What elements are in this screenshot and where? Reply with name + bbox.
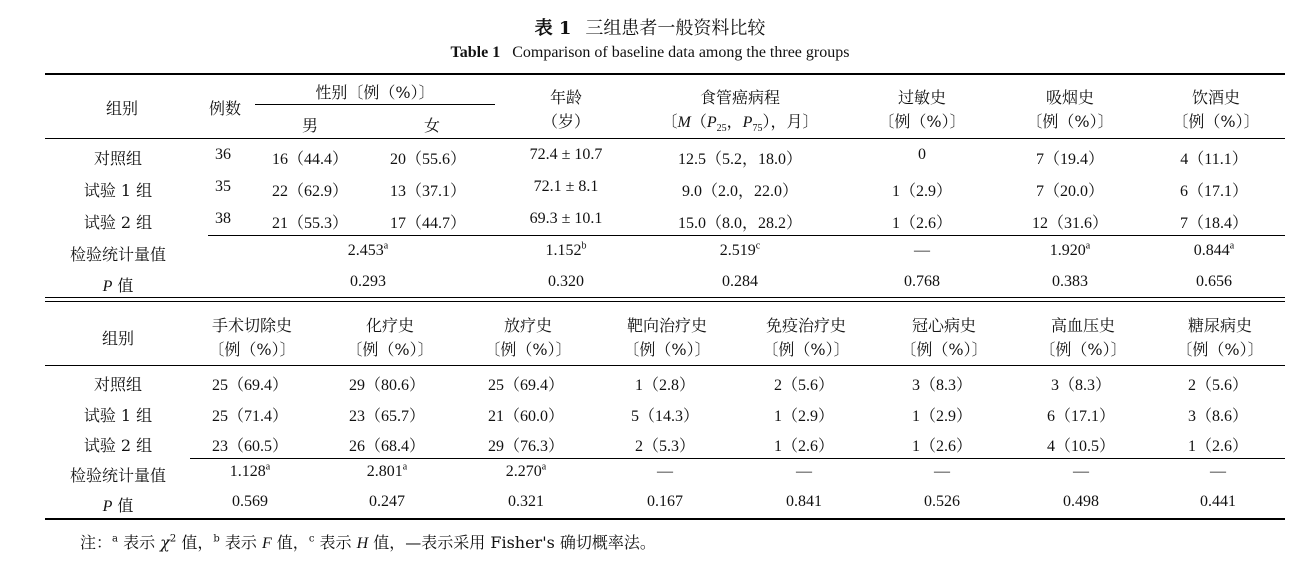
header-hypertension: 高血压史 <box>1050 316 1116 335</box>
header-drink-unit: 〔例（%）〕 <box>1172 112 1260 131</box>
cell-age: 72.1 ± 8.1 <box>533 178 599 195</box>
cell-value: 1（2.6） <box>911 438 973 455</box>
cell-course: 15.0（8.0，28.2） <box>677 215 803 232</box>
header-chemo-unit: 〔例（%）〕 <box>346 340 434 359</box>
table1-header-rule <box>45 138 1285 139</box>
header-targeted-unit: 〔例（%）〕 <box>623 340 711 359</box>
cell-male: 22（62.9） <box>271 183 349 200</box>
table-caption-cn: 三组患者一般资料比较 <box>585 18 766 39</box>
header-allergy: 过敏史 <box>897 88 947 107</box>
stat-label: 检验统计量值 <box>69 245 167 264</box>
cell-female: 20（55.6） <box>389 151 467 168</box>
p-value: 0.441 <box>1200 493 1236 510</box>
p-label: P 值 <box>102 276 134 295</box>
cell-group: 试验 2 组 <box>83 213 153 232</box>
cell-value: 25（69.4） <box>211 377 289 394</box>
stat-sex: 2.453$^a$ <box>347 240 389 259</box>
cell-drink: 6（17.1） <box>1179 183 1249 200</box>
header-chd-unit: 〔例（%）〕 <box>900 340 988 359</box>
table-caption-en: Comparison of baseline data among the three groups <box>512 44 850 61</box>
cell-value: 21（60.0） <box>487 408 565 425</box>
p-allergy: 0.768 <box>904 273 940 290</box>
p-drink: 0.656 <box>1196 273 1232 290</box>
cell-value: 23（60.5） <box>211 438 289 455</box>
header-chd: 冠心病史 <box>911 316 977 335</box>
stat-radio: 2.270$^a$ <box>505 461 547 480</box>
cell-value: 2（5.6） <box>773 377 835 394</box>
header-surgery: 手术切除史 <box>211 316 293 335</box>
cell-age: 69.3 ± 10.1 <box>529 210 603 227</box>
p-value: 0.498 <box>1063 493 1099 510</box>
header-smoke-unit: 〔例（%）〕 <box>1026 112 1114 131</box>
cell-female: 17（44.7） <box>389 215 467 232</box>
header-age: 年龄 <box>549 88 583 107</box>
header-sex: 性别〔例（%）〕 <box>315 83 435 102</box>
stat-smoke: 1.920$^a$ <box>1049 240 1091 259</box>
cell-value: 23（65.7） <box>348 408 426 425</box>
stat-hypertension: — <box>1073 463 1089 480</box>
cell-drink: 7（18.4） <box>1179 215 1249 232</box>
p-age: 0.320 <box>548 273 584 290</box>
p-value: 0.321 <box>508 493 544 510</box>
cell-value: 1（2.6） <box>773 438 835 455</box>
header-count: 例数 <box>208 99 242 118</box>
table-divider-rule-2 <box>45 301 1285 302</box>
cell-group: 对照组 <box>93 375 143 394</box>
header-age-unit: （岁） <box>541 112 591 131</box>
table-number-en: Table 1 <box>450 44 501 61</box>
header-female: 女 <box>423 116 441 135</box>
header-immuno: 免疫治疗史 <box>765 316 847 335</box>
cell-drink: 4（11.1） <box>1180 151 1248 168</box>
cell-value: 3（8.3） <box>911 377 973 394</box>
sex-span-rule <box>255 104 495 105</box>
cell-smoke: 12（31.6） <box>1031 215 1109 232</box>
stat-targeted: — <box>657 463 673 480</box>
cell-value: 6（17.1） <box>1046 408 1116 425</box>
stat-age: 1.152$^b$ <box>545 240 587 259</box>
table-title-cn <box>0 14 1300 40</box>
stat-immuno: — <box>796 463 812 480</box>
cell-value: 3（8.6） <box>1187 408 1249 425</box>
cell-group: 试验 1 组 <box>83 181 153 200</box>
stat-label: 检验统计量值 <box>69 466 167 485</box>
cell-value: 2（5.3） <box>634 438 696 455</box>
p-value: 0.247 <box>369 493 405 510</box>
stat-diabetes: — <box>1210 463 1226 480</box>
p-value: 0.841 <box>786 493 822 510</box>
cell-value: 1（2.6） <box>1187 438 1249 455</box>
cell-age: 72.4 ± 10.7 <box>529 146 603 163</box>
cell-value: 1（2.9） <box>911 408 973 425</box>
table-title-en <box>0 44 1300 62</box>
p-course: 0.284 <box>722 273 758 290</box>
header-group: 组别 <box>101 329 135 348</box>
cell-allergy: 1（2.9） <box>891 183 953 200</box>
header-chemo: 化疗史 <box>365 316 415 335</box>
table-divider-rule-1 <box>45 297 1285 298</box>
table2-header-rule <box>45 365 1285 366</box>
stat-drink: 0.844$^a$ <box>1193 240 1235 259</box>
cell-value: 1（2.8） <box>634 377 696 394</box>
cell-value: 29（76.3） <box>487 438 565 455</box>
stat-chd: — <box>934 463 950 480</box>
header-hypertension-unit: 〔例（%）〕 <box>1039 340 1127 359</box>
cell-female: 13（37.1） <box>389 183 467 200</box>
p-value: 0.526 <box>924 493 960 510</box>
cell-male: 21（55.3） <box>271 215 349 232</box>
header-drink: 饮酒史 <box>1191 88 1241 107</box>
header-radio: 放疗史 <box>503 316 553 335</box>
stat-surgery: 1.128$^a$ <box>229 461 271 480</box>
cell-value: 3（8.3） <box>1050 377 1112 394</box>
table2-stat-rule <box>190 458 1285 459</box>
header-group: 组别 <box>105 99 139 118</box>
p-value: 0.167 <box>647 493 683 510</box>
header-smoke: 吸烟史 <box>1045 88 1095 107</box>
header-male: 男 <box>301 116 319 135</box>
cell-group: 试验 1 组 <box>83 406 153 425</box>
header-course-unit: 〔$M(P_{25}$，$P_{75}$），月〕 <box>661 114 819 135</box>
cell-male: 16（44.4） <box>271 151 349 168</box>
header-diabetes: 糖尿病史 <box>1187 316 1253 335</box>
cell-group: 试验 2 组 <box>83 436 153 455</box>
cell-smoke: 7（20.0） <box>1035 183 1105 200</box>
cell-value: 26（68.4） <box>348 438 426 455</box>
cell-course: 12.5（5.2，18.0） <box>677 151 803 168</box>
cell-value: 5（14.3） <box>630 408 700 425</box>
p-smoke: 0.383 <box>1052 273 1088 290</box>
cell-value: 2（5.6） <box>1187 377 1249 394</box>
table-number-cn: 表 1 <box>534 18 572 39</box>
table1-stat-rule <box>208 235 1285 236</box>
cell-smoke: 7（19.4） <box>1035 151 1105 168</box>
table1-top-rule <box>45 73 1285 75</box>
stat-allergy: — <box>914 242 930 259</box>
header-course: 食管癌病程 <box>699 88 781 107</box>
cell-count: 36 <box>215 146 231 163</box>
cell-value: 4（10.5） <box>1046 438 1116 455</box>
table-footnote: 注：$^a$ 表示 $\chi^2$ 值，$^b$ 表示 F 值，$^c$ 表示 H 值，—表示采用 Fisher's 确切概率法。 <box>80 533 656 552</box>
header-immuno-unit: 〔例（%）〕 <box>762 340 850 359</box>
cell-value: 1（2.9） <box>773 408 835 425</box>
p-value: 0.569 <box>232 493 268 510</box>
cell-allergy: 0 <box>918 146 926 163</box>
header-radio-unit: 〔例（%）〕 <box>484 340 572 359</box>
cell-count: 38 <box>215 210 231 227</box>
cell-allergy: 1（2.6） <box>891 215 953 232</box>
cell-count: 35 <box>215 178 231 195</box>
stat-course: 2.519$^c$ <box>719 240 761 259</box>
cell-group: 对照组 <box>93 149 143 168</box>
cell-value: 25（71.4） <box>211 408 289 425</box>
cell-course: 9.0（2.0，22.0） <box>681 183 799 200</box>
stat-chemo: 2.801$^a$ <box>366 461 408 480</box>
header-surgery-unit: 〔例（%）〕 <box>208 340 296 359</box>
table2-bottom-rule <box>45 518 1285 520</box>
header-targeted: 靶向治疗史 <box>626 316 708 335</box>
cell-value: 25（69.4） <box>487 377 565 394</box>
p-sex: 0.293 <box>350 273 386 290</box>
p-label: P 值 <box>102 496 134 515</box>
cell-value: 29（80.6） <box>348 377 426 394</box>
header-allergy-unit: 〔例（%）〕 <box>878 112 966 131</box>
header-diabetes-unit: 〔例（%）〕 <box>1176 340 1264 359</box>
